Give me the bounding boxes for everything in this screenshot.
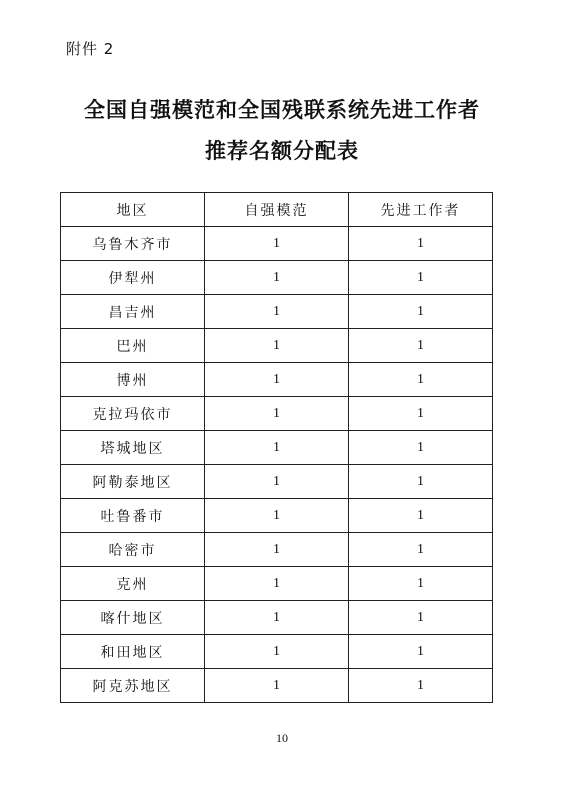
region-cell: 克州 — [61, 567, 205, 601]
worker-count-cell: 1 — [349, 567, 493, 601]
region-cell: 塔城地区 — [61, 431, 205, 465]
worker-count-cell: 1 — [349, 431, 493, 465]
table-row — [61, 601, 493, 635]
table-row — [61, 533, 493, 567]
model-count-cell: 1 — [205, 601, 349, 635]
region-cell: 哈密市 — [61, 533, 205, 567]
table-row — [61, 431, 493, 465]
document-title-line-1: 全国自强模范和全国残联系统先进工作者 — [84, 98, 480, 122]
table-row — [61, 261, 493, 295]
table-header-row — [61, 193, 493, 227]
model-count-cell: 1 — [205, 465, 349, 499]
worker-count-cell: 1 — [349, 397, 493, 431]
header-model: 自强模范 — [205, 193, 349, 227]
table-row — [61, 295, 493, 329]
model-count-cell: 1 — [205, 397, 349, 431]
model-count-cell: 1 — [205, 635, 349, 669]
table-row — [61, 329, 493, 363]
table-row — [61, 363, 493, 397]
table-row — [61, 397, 493, 431]
table-row — [61, 567, 493, 601]
worker-count-cell: 1 — [349, 329, 493, 363]
region-cell: 博州 — [61, 363, 205, 397]
model-count-cell: 1 — [205, 533, 349, 567]
region-cell: 阿克苏地区 — [61, 669, 205, 703]
model-count-cell: 1 — [205, 669, 349, 703]
worker-count-cell: 1 — [349, 499, 493, 533]
model-count-cell: 1 — [205, 295, 349, 329]
worker-count-cell: 1 — [349, 669, 493, 703]
page-number: 10 — [276, 731, 288, 745]
model-count-cell: 1 — [205, 329, 349, 363]
region-cell: 和田地区 — [61, 635, 205, 669]
header-region: 地区 — [61, 193, 205, 227]
worker-count-cell: 1 — [349, 533, 493, 567]
model-count-cell: 1 — [205, 431, 349, 465]
region-cell: 昌吉州 — [61, 295, 205, 329]
table-row — [61, 465, 493, 499]
worker-count-cell: 1 — [349, 227, 493, 261]
region-cell: 克拉玛依市 — [61, 397, 205, 431]
table-row — [61, 227, 493, 261]
model-count-cell: 1 — [205, 261, 349, 295]
allocation-table — [60, 192, 493, 703]
worker-count-cell: 1 — [349, 363, 493, 397]
region-cell: 喀什地区 — [61, 601, 205, 635]
region-cell: 阿勒泰地区 — [61, 465, 205, 499]
region-cell: 伊犁州 — [61, 261, 205, 295]
region-cell: 乌鲁木齐市 — [61, 227, 205, 261]
model-count-cell: 1 — [205, 567, 349, 601]
document-title-line-2: 推荐名额分配表 — [205, 139, 359, 163]
worker-count-cell: 1 — [349, 601, 493, 635]
table-row — [61, 669, 493, 703]
model-count-cell: 1 — [205, 363, 349, 397]
region-cell: 巴州 — [61, 329, 205, 363]
worker-count-cell: 1 — [349, 261, 493, 295]
worker-count-cell: 1 — [349, 635, 493, 669]
header-advanced-worker: 先进工作者 — [349, 193, 493, 227]
worker-count-cell: 1 — [349, 295, 493, 329]
model-count-cell: 1 — [205, 227, 349, 261]
table-row — [61, 499, 493, 533]
region-cell: 吐鲁番市 — [61, 499, 205, 533]
model-count-cell: 1 — [205, 499, 349, 533]
attachment-label: 附件 2 — [66, 40, 115, 58]
worker-count-cell: 1 — [349, 465, 493, 499]
table-row — [61, 635, 493, 669]
